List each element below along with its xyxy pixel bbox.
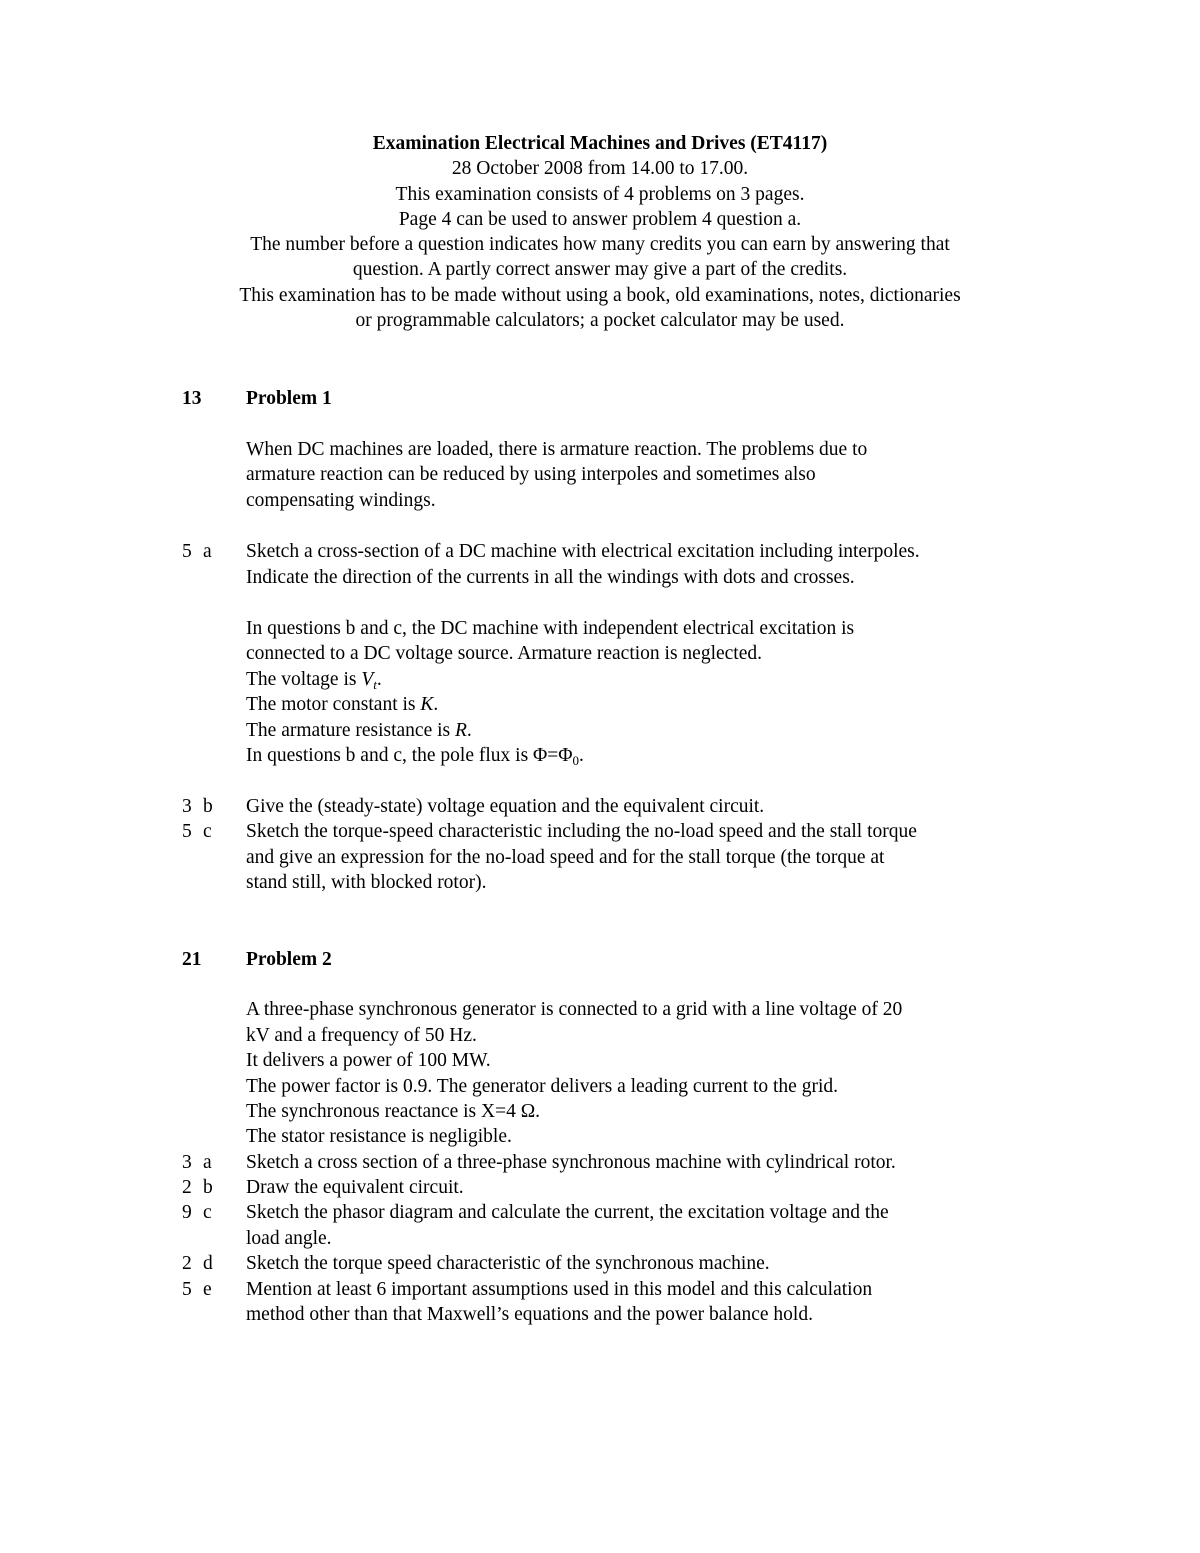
problem1-intro-line: armature reaction can be reduced by using interpoles and sometimes also bbox=[246, 464, 816, 485]
question-text: Indicate the direction of the currents in all the windings with dots and crosses. bbox=[246, 567, 855, 588]
question-text: and give an expression for the no-load speed and for the stall torque (the torque at bbox=[246, 847, 885, 868]
resistance-symbol: R bbox=[455, 720, 467, 741]
flux-subscript: 0 bbox=[572, 753, 580, 768]
motor-suffix: . bbox=[433, 694, 439, 715]
problem1-intro-line: compensating windings. bbox=[246, 490, 436, 511]
question-letter: d bbox=[203, 1253, 213, 1274]
armature-resistance-definition bbox=[246, 718, 472, 743]
voltage-suffix: . bbox=[376, 669, 382, 690]
problem1-title: Problem 1 bbox=[246, 388, 332, 409]
question-text: Sketch the torque-speed characteristic including the no-load speed and the stall torque bbox=[246, 821, 917, 842]
exam-rules-1: This examination has to be made without using a book, old examinations, notes, dictionaries bbox=[239, 284, 961, 306]
voltage-subscript: t bbox=[373, 677, 377, 692]
problem2-intro-line: A three-phase synchronous generator is connected to a grid with a line voltage of 20 bbox=[246, 999, 903, 1020]
question-credits: 5 bbox=[182, 1279, 192, 1300]
question-credits: 3 bbox=[182, 1152, 192, 1173]
question-letter: e bbox=[203, 1279, 212, 1300]
question-letter: c bbox=[203, 821, 212, 842]
question-credits: 3 bbox=[182, 796, 192, 817]
motor-symbol: K bbox=[420, 694, 434, 715]
problem2-intro-line: kV and a frequency of 50 Hz. bbox=[246, 1025, 477, 1046]
question-letter: b bbox=[203, 796, 213, 817]
question-text: Sketch a cross section of a three-phase synchronous machine with cylindrical rotor. bbox=[246, 1152, 896, 1173]
flux-suffix: . bbox=[579, 745, 584, 766]
question-text: Draw the equivalent circuit. bbox=[246, 1177, 464, 1198]
problem2-intro-line: It delivers a power of 100 MW. bbox=[246, 1050, 491, 1071]
problem1-intro-line: When DC machines are loaded, there is armature reaction. The problems due to bbox=[246, 439, 868, 460]
exam-pages-info: This examination consists of 4 problems on 3 pages. bbox=[395, 183, 805, 205]
exam-title: Examination Electrical Machines and Drives (ET4117) bbox=[372, 133, 828, 154]
problem2-credits: 21 bbox=[182, 949, 202, 970]
motor-constant-definition bbox=[246, 692, 438, 717]
question-text: Sketch the torque speed characteristic of the synchronous machine. bbox=[246, 1253, 770, 1274]
question-letter: a bbox=[203, 541, 212, 562]
question-text: Sketch the phasor diagram and calculate the current, the excitation voltage and the bbox=[246, 1202, 889, 1223]
resistance-suffix: . bbox=[466, 720, 472, 741]
question-text: method other than that Maxwell’s equations and the power balance hold. bbox=[246, 1304, 813, 1325]
question-credits: 2 bbox=[182, 1253, 192, 1274]
exam-page4-info: Page 4 can be used to answer problem 4 question a. bbox=[398, 208, 802, 230]
exam-credits-info-2: question. A partly correct answer may give a part of the credits. bbox=[352, 259, 848, 281]
question-letter: c bbox=[203, 1202, 212, 1223]
question-text: load angle. bbox=[246, 1228, 332, 1249]
question-credits: 2 bbox=[182, 1177, 192, 1198]
question-text: stand still, with blocked rotor). bbox=[246, 872, 487, 893]
pole-flux-definition bbox=[246, 743, 584, 768]
resistance-prefix: The armature resistance is bbox=[246, 720, 455, 741]
motor-prefix: The motor constant is bbox=[246, 694, 421, 715]
question-text: Sketch a cross-section of a DC machine with electrical excitation including interpoles. bbox=[246, 541, 920, 562]
exam-credits-info-1: The number before a question indicates how many credits you can earn by answering that bbox=[250, 234, 950, 256]
problem2-intro-line: The synchronous reactance is X=4 Ω. bbox=[246, 1101, 541, 1122]
question-letter: a bbox=[203, 1152, 212, 1173]
question-credits: 5 bbox=[182, 821, 192, 842]
question-credits: 5 bbox=[182, 541, 192, 562]
problem1-context-line: connected to a DC voltage source. Armature reaction is neglected. bbox=[246, 643, 763, 664]
problem2-title: Problem 2 bbox=[246, 949, 332, 970]
question-text: Mention at least 6 important assumptions used in this model and this calculation bbox=[246, 1279, 873, 1300]
voltage-symbol: V bbox=[361, 669, 374, 690]
voltage-definition bbox=[246, 667, 382, 692]
voltage-prefix: The voltage is bbox=[246, 669, 362, 690]
exam-header bbox=[150, 131, 1050, 333]
question-text: Give the (steady-state) voltage equation and the equivalent circuit. bbox=[246, 796, 765, 817]
flux-prefix: In questions b and c, the pole flux is Φ=Φ bbox=[246, 745, 573, 766]
problem1-context-line: In questions b and c, the DC machine with independent electrical excitation is bbox=[246, 618, 855, 639]
problem2-intro-line: The stator resistance is negligible. bbox=[246, 1126, 512, 1147]
problem2-intro-line: The power factor is 0.9. The generator delivers a leading current to the grid. bbox=[246, 1076, 838, 1097]
exam-date: 28 October 2008 from 14.00 to 17.00. bbox=[451, 158, 749, 180]
problem1-credits: 13 bbox=[182, 388, 202, 409]
question-credits: 9 bbox=[182, 1202, 192, 1223]
exam-rules-2: or programmable calculators; a pocket calculator may be used. bbox=[355, 310, 845, 332]
question-letter: b bbox=[203, 1177, 213, 1198]
